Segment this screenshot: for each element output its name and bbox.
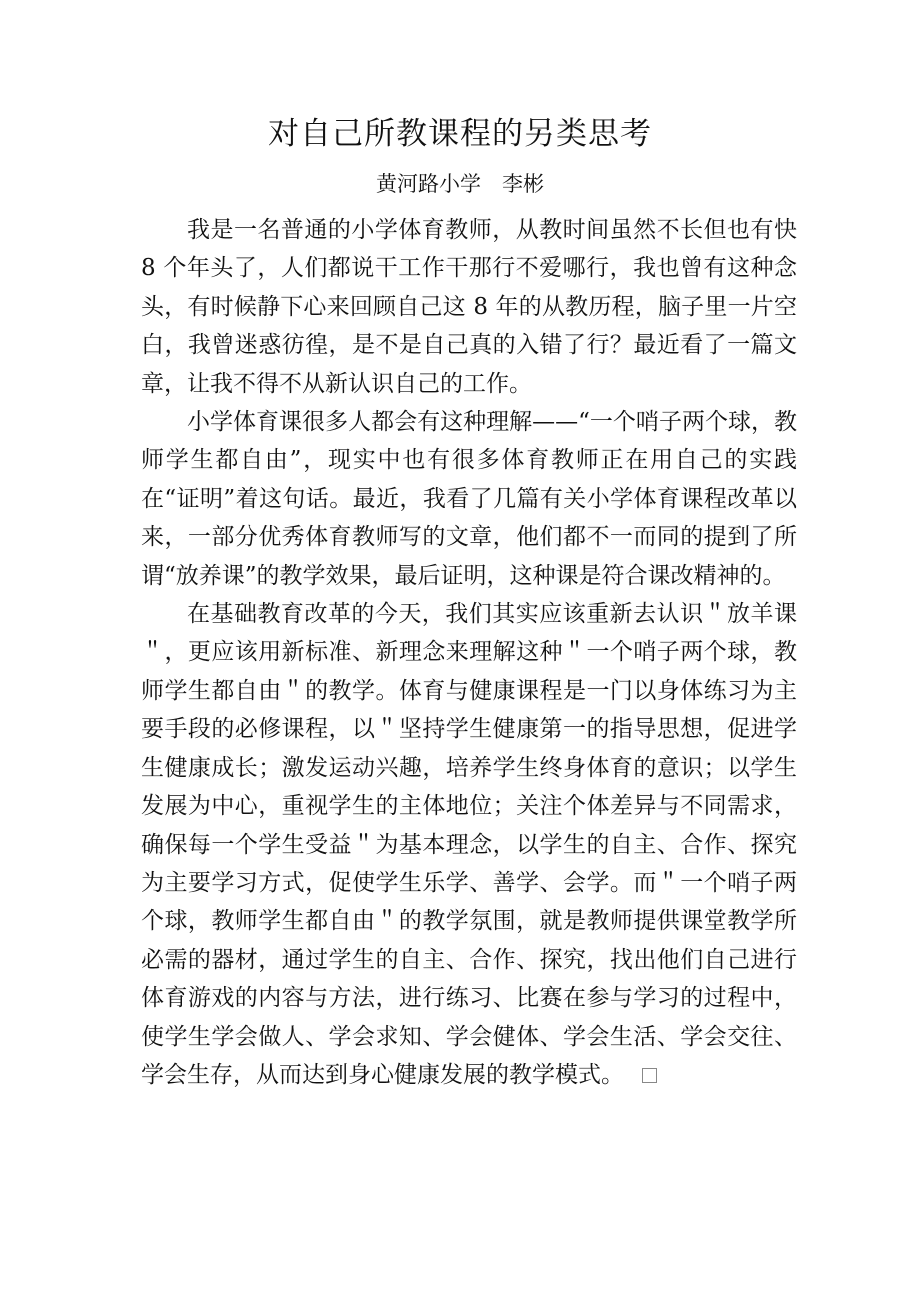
author-byline: 黄河路小学 李彬: [376, 172, 544, 196]
paragraph-1: [141, 211, 797, 403]
paragraph-text: 在基础教育改革的今天，我们其实应该重新去认识＂放羊课＂，更应该用新标准、新理念来理解这种＂一个哨子两个球，教师学生都自由＂的教学。体育与健康课程是一门以身体练习为主要手段的必修课程，以＂坚持学生健康第一的指导思想，促进学生健康成长；激发运动兴趣，培养学生终身体育的意识；以学生发展为中心，重视学生的主体地位；关注个体差异与不同需求，确保每一个学生受益＂为基本理念，以学生的自主、合作、探究为主要学习方式，促使学生乐学、善学、会学。而＂一个哨子两个球，教师学生都自由＂的教学氛围，就是教师提供课堂教学所必需的器材，通过学生的自主、合作、探究，找出他们自己进行体育游戏的内容与方法，进行练习、比赛在参与学习的过程中，使学生学会做人、学会求知、学会健体、学会生活、学会交往、学会生存，从而达到身心健康发展的教学模式。: [141, 601, 797, 1088]
paragraph-text: 小学体育课很多人都会有这种理解——“一个哨子两个球，教师学生都自由”，现实中也有很多体育教师正在用自己的实践在“证明”着这句话。最近，我看了几篇有关小学体育课程改革以来，一部分优秀体育教师写的文章，他们都不一而同的提到了所谓“放养课”的教学效果，最后证明，这种课是符合课改精神的。: [141, 409, 797, 589]
article-body: [141, 211, 797, 1094]
paragraph-3: [141, 595, 797, 1094]
paragraph-2: [141, 403, 797, 595]
document-title: 对自己所教课程的另类思考: [268, 116, 652, 152]
end-of-document-mark-icon: [642, 1068, 657, 1083]
paragraph-text: 我是一名普通的小学体育教师，从教时间虽然不长但也有快 8 个年头了，人们都说干工作干那行不爱哪行，我也曾有这种念头，有时候静下心来回顾自己这 8 年的从教历程，脑子里一片空白，我曾迷惑彷徨，是不是自己真的入错了行？最近看了一篇文章，让我不得不从新认识自己的工作。: [141, 217, 797, 397]
